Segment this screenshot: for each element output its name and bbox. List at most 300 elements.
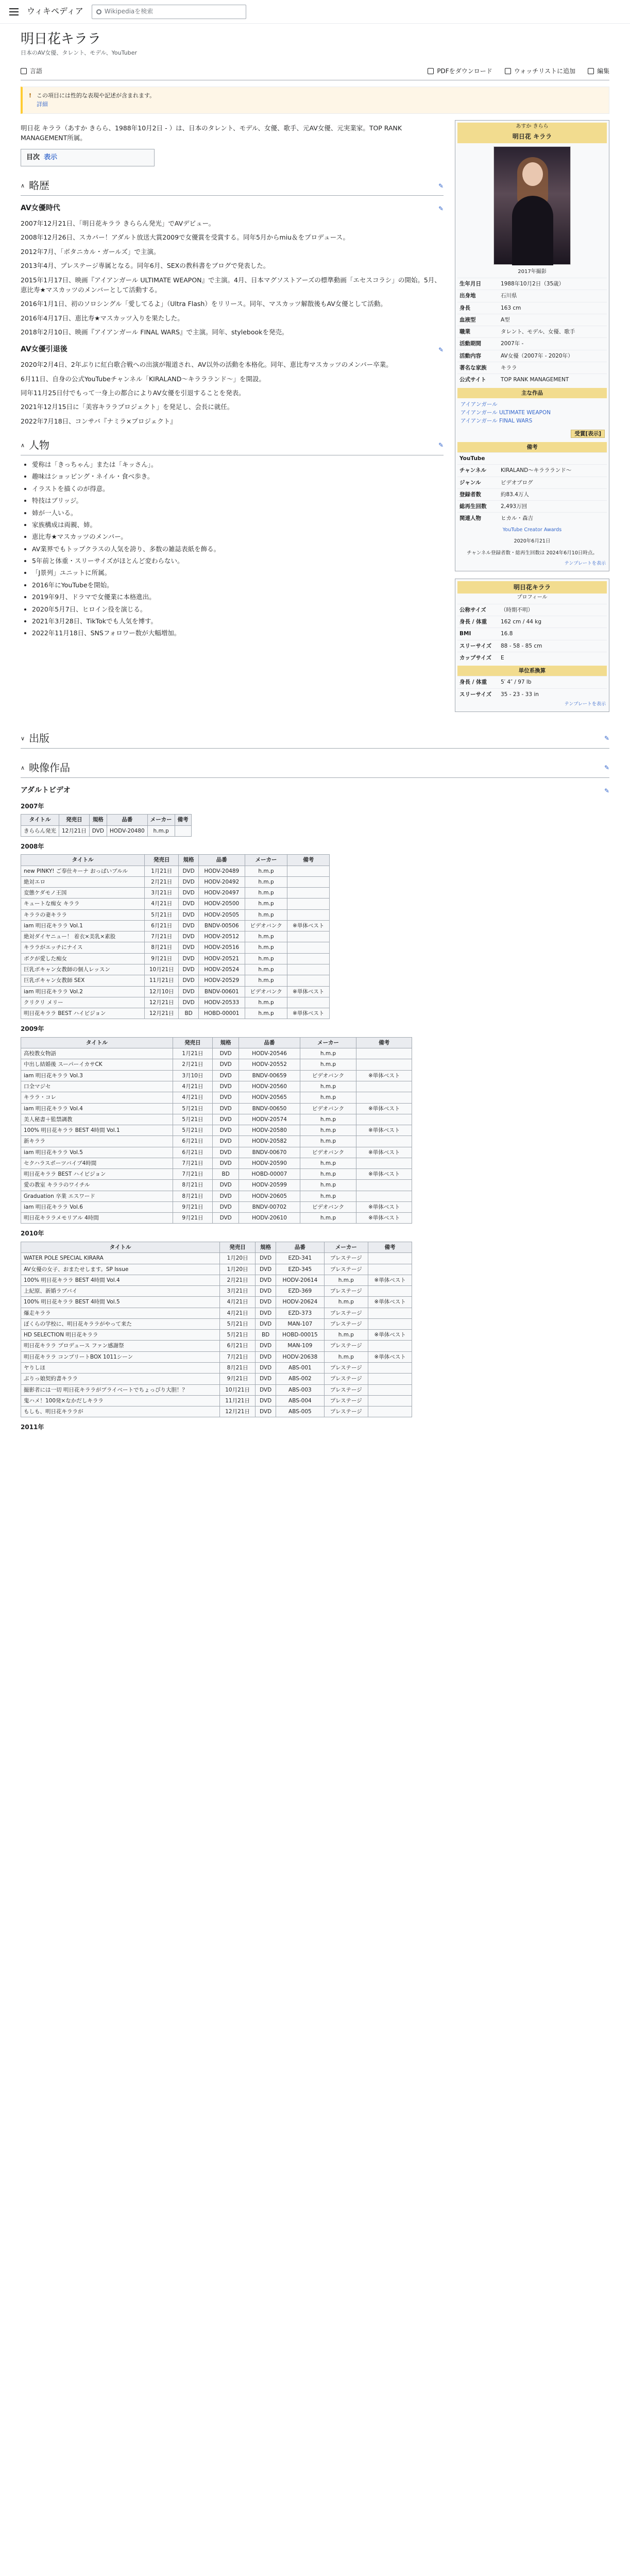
table-cell[interactable]: h.m.p	[300, 1092, 356, 1103]
awards-button[interactable]: 受賞[表示]	[571, 430, 605, 438]
table-cell[interactable]: プレステージ	[324, 1374, 368, 1384]
table-row	[21, 1318, 412, 1329]
table-cell[interactable]: h.m.p	[324, 1330, 368, 1341]
column-header[interactable]: 備考	[356, 1037, 412, 1048]
table-cell: ※単体ベスト	[356, 1213, 412, 1224]
table-cell[interactable]: h.m.p	[300, 1048, 356, 1059]
infobox-value: KIRALAND〜キララランド〜	[501, 467, 572, 474]
table-cell: HODV-20492	[198, 876, 245, 887]
table-cell: 4月21日	[173, 1092, 213, 1103]
table-cell[interactable]: h.m.p	[300, 1125, 356, 1136]
infobox-value: 2,493万回	[501, 503, 527, 510]
table-cell: ※単体ベスト	[356, 1125, 412, 1136]
table-cell[interactable]: HD SELECTION 明日花キララ	[21, 1330, 220, 1341]
table-cell[interactable]: 100% 明日花キララ BEST 4時間 Vol.1	[21, 1125, 173, 1136]
table-cell[interactable]: プレステージ	[324, 1286, 368, 1297]
column-header[interactable]: 規格	[213, 1037, 239, 1048]
table-cell: 12月21日	[145, 1008, 179, 1019]
year-heading: 2009年	[21, 1025, 44, 1033]
table-cell: EZD-369	[276, 1286, 324, 1297]
table-cell: DVD	[179, 997, 199, 1008]
infobox-key: 生年月日	[459, 281, 481, 287]
table-cell[interactable]: 撮影者には一切 明日花キララがプライベートでちょっぴり大胆！？	[21, 1384, 220, 1395]
chevron-icon: ∧	[21, 764, 25, 771]
table-cell[interactable]: h.m.p	[245, 1008, 287, 1019]
table-cell[interactable]: 明日花キララ コンプリートBOX 1011シーン	[21, 1351, 220, 1362]
table-row	[21, 1048, 412, 1059]
list-item: • AV業界でもトップクラスの人気を誇り、多数の雑誌表紙を飾る。	[32, 544, 444, 554]
infobox-key: 血液型	[459, 316, 476, 323]
table-cell: HODV-20500	[198, 899, 245, 909]
table-cell: DVD	[213, 1103, 239, 1114]
yt-note: チャンネル登録者数・総再生回数は 2024年6月10日時点。	[467, 550, 598, 556]
table-cell: 12月21日	[59, 825, 90, 836]
table-row	[21, 931, 330, 942]
search-input[interactable]	[92, 5, 246, 19]
pencil-icon[interactable]: ✎	[604, 764, 609, 772]
table-cell[interactable]: 変態ケダモノ王国	[21, 888, 145, 899]
table-cell[interactable]: h.m.p	[300, 1136, 356, 1147]
table-cell[interactable]: 爆走キララ	[21, 1308, 220, 1318]
photo-face	[522, 162, 543, 186]
table-cell: HODV-20580	[239, 1125, 300, 1136]
table-cell: 7月21日	[220, 1351, 256, 1362]
table-cell: 12月21日	[220, 1406, 256, 1417]
table-cell[interactable]: h.m.p	[245, 931, 287, 942]
table-cell[interactable]: 美人秘書＋監禁調教	[21, 1114, 173, 1125]
table-cell: ※単体ベスト	[368, 1275, 412, 1285]
warning-icon: !	[29, 92, 32, 99]
table-cell: DVD	[256, 1384, 276, 1395]
list-item: • 趣味はショッピング・ネイル・食べ歩き。	[32, 471, 444, 481]
table-cell: 8月21日	[145, 942, 179, 953]
table-cell[interactable]: h.m.p	[245, 909, 287, 920]
column-header[interactable]: メーカー	[300, 1037, 356, 1048]
table-cell: HOBD-00015	[276, 1330, 324, 1341]
table-cell: 9月21日	[173, 1201, 213, 1212]
work-link[interactable]: アイアンガール	[461, 401, 498, 408]
table-cell: 3月10日	[173, 1070, 213, 1081]
table-cell: ※単体ベスト	[356, 1201, 412, 1212]
table-cell: DVD	[256, 1341, 276, 1351]
edit-button[interactable]	[588, 66, 609, 76]
table-row	[21, 1406, 412, 1417]
table-cell[interactable]: h.m.p	[245, 964, 287, 975]
infobox-row	[457, 604, 607, 616]
table-row	[21, 997, 330, 1008]
yt-award-date: 2020年6月21日	[514, 538, 551, 545]
table-cell[interactable]: h.m.p	[245, 975, 287, 986]
column-header[interactable]: 発売日	[145, 855, 179, 866]
table-cell[interactable]: 明日花キララ BEST ハイビジョン	[21, 1169, 173, 1180]
infobox-row	[457, 676, 607, 688]
table-cell: HODV-20638	[276, 1351, 324, 1362]
table-cell	[368, 1395, 412, 1406]
table-header-row	[21, 1037, 412, 1048]
infobox-key: スリーサイズ	[459, 691, 492, 698]
table-cell[interactable]: Graduation 卒業 エスワード	[21, 1191, 173, 1201]
notice-link[interactable]: 詳細	[37, 101, 48, 108]
table-cell[interactable]: 高校教女物語	[21, 1048, 173, 1059]
table-cell: ABS-002	[276, 1374, 324, 1384]
infobox-value: キララ	[501, 364, 517, 371]
table-cell[interactable]: きららん発光	[21, 825, 59, 836]
table-cell: 7月21日	[173, 1169, 213, 1180]
toc-box[interactable]	[21, 149, 155, 166]
table-cell: HODV-20599	[239, 1180, 300, 1191]
table-cell[interactable]: 上紀原、新婚ラブバイ	[21, 1286, 220, 1297]
table-cell[interactable]: h.m.p	[245, 953, 287, 964]
table-cell[interactable]: ぶりっ娘契約書キララ	[21, 1374, 220, 1384]
table-cell[interactable]: 巨乳ボキャン女教師の個人レッスン	[21, 964, 145, 975]
table-cell: HODV-20614	[276, 1275, 324, 1285]
table-cell[interactable]: iam 明日花キララ Vol.6	[21, 1201, 173, 1212]
pencil-icon[interactable]: ✎	[438, 205, 444, 212]
watch-button[interactable]	[505, 66, 575, 76]
column-header[interactable]: 品番	[239, 1037, 300, 1048]
table-cell[interactable]: プレステージ	[324, 1308, 368, 1318]
chevron-icon: ∨	[21, 735, 25, 742]
table-cell[interactable]: ボクが愛した痴女	[21, 953, 145, 964]
table-row	[21, 1253, 412, 1264]
table-cell	[368, 1264, 412, 1275]
column-header[interactable]: メーカー	[245, 855, 287, 866]
table-cell: MAN-109	[276, 1341, 324, 1351]
table-cell[interactable]: ビデオバンク	[245, 920, 287, 931]
table-cell[interactable]: h.m.p	[147, 825, 175, 836]
infobox-row	[457, 278, 607, 290]
table-cell: DVD	[179, 876, 199, 887]
table-cell[interactable]: iam 明日花キララ Vol.4	[21, 1103, 173, 1114]
table-cell: BD	[256, 1330, 276, 1341]
table-cell: 1月21日	[145, 866, 179, 876]
table-cell[interactable]: 中出し結婚後 スーパーイカサCK	[21, 1059, 173, 1070]
table-cell[interactable]: 巨乳ボキャン女教師 SEX	[21, 975, 145, 986]
works-list	[457, 398, 607, 428]
table-cell[interactable]: 明日花キララ BEST ハイビジョン	[21, 1008, 145, 1019]
paragraph: 2007年12月21日、「明日花キララ きららん発光」でAVデビュー。	[21, 219, 215, 228]
infobox-row	[457, 290, 607, 301]
infobox-value: 約83.4万人	[501, 491, 529, 498]
table-row	[21, 1351, 412, 1362]
discography-table	[21, 854, 330, 1019]
column-header[interactable]: タイトル	[21, 855, 145, 866]
table-header-row	[21, 1242, 412, 1253]
table-cell[interactable]: プレステージ	[324, 1341, 368, 1351]
column-header[interactable]: タイトル	[21, 1242, 220, 1253]
infobox-key: 公称サイズ	[459, 606, 486, 613]
table-cell[interactable]: もしも、明日花キララが	[21, 1406, 220, 1417]
table-cell[interactable]: h.m.p	[300, 1180, 356, 1191]
table-cell	[356, 1180, 412, 1191]
table-cell: DVD	[213, 1059, 239, 1070]
table-cell: HODV-20590	[239, 1158, 300, 1168]
language-button[interactable]	[21, 66, 42, 76]
table-cell[interactable]: プレステージ	[324, 1406, 368, 1417]
search-placeholder: Wikipediaを検索	[104, 8, 154, 15]
table-row	[21, 876, 330, 887]
list-item: • 家族構成は両親、姉。	[32, 520, 444, 530]
table-cell: DVD	[179, 975, 199, 986]
column-header[interactable]: 備考	[368, 1242, 412, 1253]
table-cell: DVD	[179, 953, 199, 964]
table-cell[interactable]: h.m.p	[324, 1351, 368, 1362]
column-header[interactable]: 品番	[107, 815, 147, 825]
section-heading-eizo[interactable]: ∧ 映像作品 ✎	[21, 760, 609, 778]
table-cell[interactable]: h.m.p	[300, 1191, 356, 1201]
table-row	[21, 1008, 330, 1019]
infobox-row	[457, 500, 607, 512]
table-cell: 8月21日	[173, 1191, 213, 1201]
infobox-value: 35 - 23 - 33 in	[501, 691, 539, 698]
table-row	[21, 1147, 412, 1158]
section-heading-ryakureki[interactable]: ∧ 略歴 ✎	[21, 178, 444, 196]
column-header[interactable]: タイトル	[21, 1037, 173, 1048]
infobox-row	[457, 616, 607, 628]
paragraph: 2020年2月4日、2年ぶりに紅白歌合戦への出演が報道され、AV以外の活動を本格化。同年、恵比寿マスカッツのメンバー卒業。	[21, 361, 393, 369]
pencil-icon[interactable]: ✎	[604, 787, 609, 794]
table-cell	[356, 1081, 412, 1092]
table-cell: DVD	[179, 909, 199, 920]
table-cell[interactable]: ぼくらの学校に、明日花キララがやって来た	[21, 1318, 220, 1329]
table-cell	[287, 866, 330, 876]
column-header[interactable]: メーカー	[324, 1242, 368, 1253]
paragraph: 2018年2月10日、映画『アイアンガール FINAL WARS』で主演。同年、stylebookを発売。	[21, 328, 288, 336]
column-header[interactable]: 品番	[198, 855, 245, 866]
table-cell: HODV-20610	[239, 1213, 300, 1224]
table-cell: 2月21日	[145, 876, 179, 887]
work-link[interactable]: アイアンガール FINAL WARS	[461, 418, 533, 425]
infobox-key: 総再生回数	[459, 503, 487, 510]
sidebar	[455, 120, 609, 719]
section-heading-person[interactable]: ∧ 人物 ✎	[21, 437, 444, 455]
infobox-row	[457, 314, 607, 326]
table-cell: BNDV-00601	[198, 986, 245, 997]
content-notice	[21, 87, 609, 113]
subsection-adult: アダルトビデオ ✎	[21, 785, 609, 796]
table-cell[interactable]: プレステージ	[324, 1264, 368, 1275]
table-row	[21, 1103, 412, 1114]
table-cell[interactable]: 100% 明日花キララ BEST 4時間 Vol.4	[21, 1275, 220, 1285]
list-item: • イラストを描くのが得意。	[32, 484, 444, 494]
column-header[interactable]: 規格	[179, 855, 199, 866]
column-header[interactable]: 発売日	[220, 1242, 256, 1253]
table-cell[interactable]: 新キララ	[21, 1136, 173, 1147]
table-cell[interactable]: 愛の教室 キララのワイチル	[21, 1180, 173, 1191]
table-cell[interactable]: クリクリ メリー	[21, 997, 145, 1008]
column-header[interactable]: メーカー	[147, 815, 175, 825]
table-cell: DVD	[213, 1070, 239, 1081]
table-cell[interactable]: キュートな痴女 キララ	[21, 899, 145, 909]
table-cell[interactable]: プレステージ	[324, 1253, 368, 1264]
infobox-value: A型	[501, 316, 510, 323]
table-cell	[287, 931, 330, 942]
table-cell	[368, 1341, 412, 1351]
table-cell[interactable]: プレステージ	[324, 1395, 368, 1406]
infobox-value: 2007年 -	[501, 341, 524, 347]
table-cell: 2月21日	[220, 1275, 256, 1285]
table-cell	[368, 1286, 412, 1297]
table-cell[interactable]: h.m.p	[324, 1297, 368, 1308]
infobox-key: 関連人物	[459, 515, 481, 522]
other-band: 備考	[457, 442, 607, 452]
table-cell[interactable]: h.m.p	[245, 876, 287, 887]
table-cell: 6月21日	[145, 920, 179, 931]
table-cell[interactable]: プレステージ	[324, 1384, 368, 1395]
table-cell[interactable]: ビデオバンク	[300, 1070, 356, 1081]
table-cell: HODV-20529	[198, 975, 245, 986]
awards-toggle[interactable]	[457, 428, 607, 440]
table-cell: 12月21日	[145, 997, 179, 1008]
menu-icon[interactable]	[9, 8, 19, 15]
infobox-value: 1988年10月2日（35歳）	[501, 281, 565, 287]
year-heading: 2007年	[21, 802, 44, 810]
table-cell[interactable]: iam 明日花キララ Vol.1	[21, 920, 145, 931]
infobox-row	[457, 512, 607, 524]
table-cell[interactable]: new PINKY! ご奉仕キーナ おっぱいブルル	[21, 866, 145, 876]
year-heading: 2011年	[21, 1423, 44, 1431]
table-cell[interactable]: 口全マジセ	[21, 1081, 173, 1092]
table-cell: 1月21日	[173, 1048, 213, 1059]
table-header-row	[21, 855, 330, 866]
table-cell[interactable]: 100% 明日花キララ BEST 4時間 Vol.5	[21, 1297, 220, 1308]
table-cell[interactable]: h.m.p	[300, 1158, 356, 1168]
column-header[interactable]: 品番	[276, 1242, 324, 1253]
table-cell[interactable]: h.m.p	[300, 1169, 356, 1180]
table-cell[interactable]: iam 明日花キララ Vol.2	[21, 986, 145, 997]
table-cell: DVD	[213, 1180, 239, 1191]
paragraph: 2008年12月26日、スカパー！アダルト放送大賞2009で女優賞を受賞する。同年5月からmiu＆をプロデュース。	[21, 233, 349, 242]
person-list	[21, 460, 444, 638]
table-cell[interactable]: キララ・コレ	[21, 1092, 173, 1103]
infobox-value: 石川県	[501, 293, 517, 299]
list-item: • 姉が一人いる。	[32, 508, 444, 518]
portrait-photo[interactable]	[493, 146, 571, 265]
column-header[interactable]: 発売日	[59, 815, 90, 825]
table-cell[interactable]: h.m.p	[245, 997, 287, 1008]
table-cell[interactable]: ビデオバンク	[245, 986, 287, 997]
list-item: • 2019年9月、ドラマで女優業に本格進出。	[32, 592, 444, 602]
pencil-icon[interactable]: ✎	[438, 182, 444, 190]
table-cell[interactable]: h.m.p	[245, 888, 287, 899]
table-cell[interactable]: h.m.p	[324, 1275, 368, 1285]
template-link[interactable]: テンプレートを表示	[564, 561, 606, 566]
table-cell[interactable]: 明日花キララメモリアル 4時間	[21, 1213, 173, 1224]
table-row	[21, 953, 330, 964]
profile-rows	[457, 604, 607, 664]
table-cell[interactable]: iam 明日花キララ Vol.5	[21, 1147, 173, 1158]
infobox-value: 162 cm / 44 kg	[501, 619, 542, 625]
table-cell[interactable]: AV女優の女子、おまたせします。SP Issue	[21, 1264, 220, 1275]
table-cell	[287, 975, 330, 986]
paragraph: 2022年7月18日、コンサバ『ナミラ×プロジェクト』	[21, 417, 177, 425]
table-cell[interactable]: セクハラスポーツバイブ4時間	[21, 1158, 173, 1168]
table-cell[interactable]: 絶対エロ	[21, 876, 145, 887]
table-cell: DVD	[179, 931, 199, 942]
table-cell: HOBD-00007	[239, 1169, 300, 1180]
table-cell	[356, 1092, 412, 1103]
table-cell: ※単体ベスト	[356, 1070, 412, 1081]
table-cell[interactable]: 鬼ハメ！100発×なかだしキララ	[21, 1395, 220, 1406]
table-cell[interactable]: WATER POLE SPECIAL KIRARA	[21, 1253, 220, 1264]
pdf-button[interactable]	[428, 66, 492, 76]
column-header[interactable]: 発売日	[173, 1037, 213, 1048]
table-cell: 8月21日	[173, 1180, 213, 1191]
table-cell: DVD	[179, 920, 199, 931]
section-heading-shuppan[interactable]: ∨ 出版 ✎	[21, 731, 609, 749]
table-cell[interactable]: キララの妻キララ	[21, 909, 145, 920]
table-cell[interactable]: ビデオバンク	[300, 1103, 356, 1114]
table-cell[interactable]: h.m.p	[300, 1081, 356, 1092]
site-logo[interactable]: ウィキペディア	[27, 6, 83, 16]
table-cell[interactable]: h.m.p	[245, 866, 287, 876]
column-header[interactable]: タイトル	[21, 815, 59, 825]
table-cell[interactable]: ビデオバンク	[300, 1147, 356, 1158]
table-cell[interactable]: h.m.p	[300, 1059, 356, 1070]
table-cell: ABS-005	[276, 1406, 324, 1417]
table-cell: DVD	[213, 1213, 239, 1224]
pdf-label: PDFをダウンロード	[437, 67, 492, 75]
table-cell[interactable]: iam 明日花キララ Vol.3	[21, 1070, 173, 1081]
table-cell[interactable]: h.m.p	[245, 942, 287, 953]
table-cell: HODV-20505	[198, 909, 245, 920]
column-header[interactable]: 備考	[175, 815, 191, 825]
table-row	[21, 909, 330, 920]
table-cell	[368, 1253, 412, 1264]
table-cell[interactable]: ヤりしほ	[21, 1362, 220, 1373]
profile-title: 明日花キララ	[457, 581, 607, 594]
table-cell[interactable]: 絶対ダイヤニュー！ 着衣×美乳×素股	[21, 931, 145, 942]
table-cell[interactable]: プレステージ	[324, 1318, 368, 1329]
table-cell	[356, 1191, 412, 1201]
template-link[interactable]: テンプレートを表示	[564, 702, 606, 707]
infobox-key: 身長	[459, 304, 470, 311]
table-cell[interactable]: h.m.p	[300, 1213, 356, 1224]
yt-creator-award[interactable]: YouTube Creator Awards	[502, 527, 562, 533]
toc-toggle[interactable]: 表示	[44, 154, 58, 162]
table-row	[21, 1297, 412, 1308]
table-cell: ABS-001	[276, 1362, 324, 1373]
infobox-value: タレント、モデル、女優、歌手	[501, 329, 575, 335]
pencil-icon[interactable]: ✎	[604, 735, 609, 742]
column-header[interactable]: 備考	[287, 855, 330, 866]
pencil-icon[interactable]: ✎	[438, 442, 444, 449]
work-link[interactable]: アイアンガール ULTIMATE WEAPON	[461, 410, 551, 416]
column-header[interactable]: 規格	[89, 815, 107, 825]
table-cell: EZD-345	[276, 1264, 324, 1275]
table-row	[21, 1081, 412, 1092]
column-header[interactable]: 規格	[256, 1242, 276, 1253]
table-cell[interactable]: 明日花キララ プロデュース ファン感謝祭	[21, 1341, 220, 1351]
list-item: • 5年前と体重・スリーサイズがほとんど変わらない。	[32, 556, 444, 566]
table-cell[interactable]: プレステージ	[324, 1362, 368, 1373]
table-cell	[368, 1308, 412, 1318]
yt-band: YouTube	[459, 455, 485, 462]
pencil-icon[interactable]: ✎	[438, 346, 444, 354]
table-cell[interactable]: ビデオバンク	[300, 1201, 356, 1212]
works-band: 主な作品	[457, 388, 607, 398]
table-row	[21, 1070, 412, 1081]
table-cell[interactable]: h.m.p	[245, 899, 287, 909]
table-cell[interactable]: h.m.p	[300, 1114, 356, 1125]
table-cell: 6月21日	[173, 1147, 213, 1158]
yt-rows	[457, 464, 607, 524]
table-cell	[368, 1384, 412, 1395]
units-rows	[457, 676, 607, 700]
subsection-av-period: AV女優時代 ✎	[21, 203, 444, 214]
table-cell: 11月21日	[145, 975, 179, 986]
table-cell[interactable]: キララがエッチにナイス	[21, 942, 145, 953]
